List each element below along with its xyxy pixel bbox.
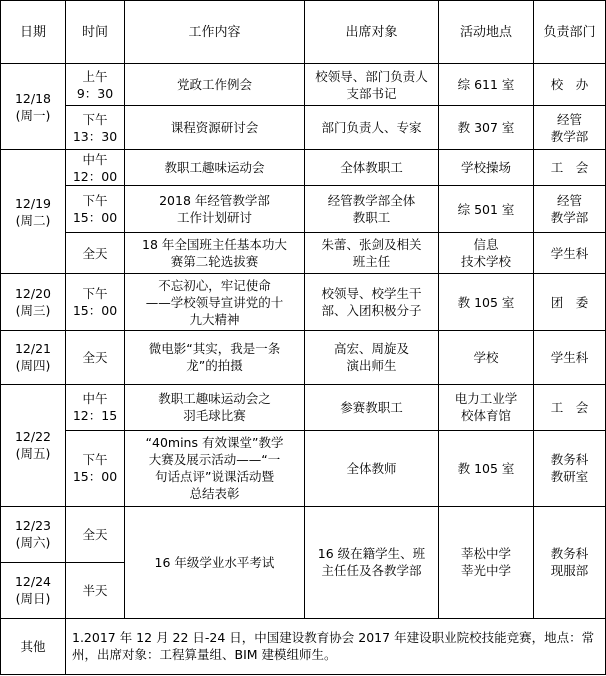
content-line: 2018 年经管教学部 xyxy=(159,193,270,209)
time-period: 上午 xyxy=(82,68,108,84)
content-cell xyxy=(125,506,305,618)
content-line: 18 年全国班主任基本功大 xyxy=(142,237,287,253)
date-cell xyxy=(1,506,66,562)
content-line: 课程资源研讨会 xyxy=(170,120,259,136)
time-period: 下午 xyxy=(82,286,108,302)
content-cell xyxy=(125,64,305,106)
content-cell xyxy=(125,384,305,430)
table-row xyxy=(1,150,606,186)
location-cell xyxy=(439,106,534,150)
date-text: 12/24 xyxy=(14,574,52,590)
time-period: 全天 xyxy=(82,349,108,365)
time-period: 下午 xyxy=(82,193,108,209)
content-line: ——学校领导宣讲党的十 xyxy=(145,294,284,310)
time-period: 半天 xyxy=(82,582,108,598)
table-row xyxy=(1,274,606,331)
attendees-line: 全体教职工 xyxy=(340,160,403,176)
location-cell xyxy=(439,384,534,430)
location-cell xyxy=(439,150,534,186)
table-row xyxy=(1,106,606,150)
date-text: 12/21 xyxy=(14,341,52,357)
attendees-line: 部、入团积极分子 xyxy=(321,303,422,319)
header-content: 工作内容 xyxy=(125,1,305,64)
content-line: 16 年级学业水平考试 xyxy=(154,554,275,570)
table-row xyxy=(1,233,606,274)
attendees-cell xyxy=(305,274,439,331)
time-period: 下午 xyxy=(82,452,108,468)
date-text: 12/20 xyxy=(14,286,52,302)
time-cell xyxy=(66,384,125,430)
location-cell xyxy=(439,430,534,506)
time-clock: 15：00 xyxy=(72,469,118,485)
content-line: “40mins 有效课堂”教学 xyxy=(145,435,284,451)
attendees-line: 校领导、校学生干 xyxy=(321,286,422,302)
dept-line: 学生科 xyxy=(550,245,589,261)
content-cell xyxy=(125,186,305,233)
header-row xyxy=(1,1,606,64)
attendees-cell xyxy=(305,150,439,186)
time-period: 全天 xyxy=(82,526,108,542)
dept-cell xyxy=(534,186,606,233)
attendees-cell xyxy=(305,64,439,106)
date-cell xyxy=(1,384,66,506)
dept-cell xyxy=(534,331,606,384)
time-cell xyxy=(66,150,125,186)
location-line: 莘光中学 xyxy=(460,563,511,579)
dept-line: 教学部 xyxy=(550,210,589,226)
other-row xyxy=(1,618,606,674)
dept-cell xyxy=(534,150,606,186)
header-date: 日期 xyxy=(1,1,66,64)
dept-line: 教务科 xyxy=(550,452,589,468)
table-row xyxy=(1,384,606,430)
dept-line: 教研室 xyxy=(550,469,589,485)
weekday-text: (周一) xyxy=(15,107,51,123)
content-cell xyxy=(125,331,305,384)
time-clock: 12：15 xyxy=(72,408,118,424)
attendees-cell xyxy=(305,331,439,384)
content-line: 九大精神 xyxy=(189,311,240,327)
date-cell xyxy=(1,562,66,618)
time-clock: 12：00 xyxy=(72,168,118,184)
date-cell xyxy=(1,150,66,274)
attendees-cell xyxy=(305,233,439,274)
attendees-line: 支部书记 xyxy=(346,85,397,101)
content-line: 不忘初心，牢记使命 xyxy=(158,277,271,293)
attendees-line: 演出师生 xyxy=(346,358,397,374)
time-period: 中午 xyxy=(82,151,108,167)
weekday-text: (周五) xyxy=(15,446,51,462)
attendees-cell xyxy=(305,430,439,506)
attendees-line: 主任任及各教学部 xyxy=(321,563,422,579)
location-line: 学校 xyxy=(473,349,499,365)
content-line: 句话点评”说课活动暨 xyxy=(155,469,274,485)
content-line: 总结表彰 xyxy=(189,486,240,502)
time-clock: 15：00 xyxy=(72,303,118,319)
content-cell xyxy=(125,150,305,186)
header-location: 活动地点 xyxy=(439,1,534,64)
dept-line: 校 办 xyxy=(550,77,589,93)
dept-line: 经管 xyxy=(556,193,582,209)
date-text: 12/22 xyxy=(14,429,52,445)
attendees-line: 高宏、周旋及 xyxy=(333,341,409,357)
dept-line: 经管 xyxy=(556,111,582,127)
location-line: 综 611 室 xyxy=(457,77,515,93)
time-period: 全天 xyxy=(82,245,108,261)
attendees-line: 朱蕾、张剑及相关 xyxy=(321,237,422,253)
table-row xyxy=(1,186,606,233)
weekday-text: (周日) xyxy=(15,591,51,607)
header-time: 时间 xyxy=(66,1,125,64)
time-clock: 9：30 xyxy=(76,85,114,101)
attendees-cell xyxy=(305,384,439,430)
weekday-text: (周四) xyxy=(15,358,51,374)
attendees-line: 班主任 xyxy=(352,254,391,270)
dept-line: 现服部 xyxy=(550,563,589,579)
location-cell xyxy=(439,274,534,331)
weekday-text: (周三) xyxy=(15,303,51,319)
location-line: 综 501 室 xyxy=(457,201,515,217)
attendees-cell xyxy=(305,186,439,233)
time-cell xyxy=(66,506,125,562)
date-text: 12/18 xyxy=(14,90,52,106)
location-cell xyxy=(439,331,534,384)
attendees-line: 经管教学部全体 xyxy=(327,193,416,209)
time-cell xyxy=(66,331,125,384)
location-line: 学校操场 xyxy=(460,160,511,176)
location-line: 校体育馆 xyxy=(460,408,511,424)
time-cell xyxy=(66,562,125,618)
dept-cell xyxy=(534,233,606,274)
table-row xyxy=(1,506,606,562)
time-cell xyxy=(66,186,125,233)
table-row xyxy=(1,64,606,106)
date-cell xyxy=(1,331,66,384)
attendees-cell xyxy=(305,506,439,618)
dept-line: 学生科 xyxy=(550,349,589,365)
location-line: 莘松中学 xyxy=(460,546,511,562)
dept-line: 教学部 xyxy=(550,128,589,144)
location-cell xyxy=(439,186,534,233)
content-cell xyxy=(125,430,305,506)
dept-line: 团 委 xyxy=(550,294,589,310)
content-line: 工作计划研讨 xyxy=(176,210,252,226)
content-cell xyxy=(125,274,305,331)
location-line: 教 105 室 xyxy=(457,294,515,310)
date-cell xyxy=(1,274,66,331)
dept-cell xyxy=(534,430,606,506)
content-line: 羽毛球比赛 xyxy=(183,408,246,424)
location-line: 教 105 室 xyxy=(457,460,515,476)
other-label: 其他 xyxy=(1,618,66,674)
content-line: 党政工作例会 xyxy=(176,77,252,93)
time-period: 中午 xyxy=(82,391,108,407)
dept-line: 教务科 xyxy=(550,546,589,562)
attendees-line: 教职工 xyxy=(352,210,391,226)
header-dept: 负责部门 xyxy=(534,1,606,64)
table-row xyxy=(1,331,606,384)
content-line: 龙”的拍摄 xyxy=(186,358,243,374)
weekday-text: (周二) xyxy=(15,212,51,228)
location-cell xyxy=(439,233,534,274)
time-cell xyxy=(66,106,125,150)
attendees-line: 部门负责人、专家 xyxy=(321,120,422,136)
attendees-line: 校领导、部门负责人 xyxy=(315,68,428,84)
content-line: 教职工趣味运动会之 xyxy=(158,391,271,407)
attendees-line: 参赛教职工 xyxy=(340,399,403,415)
time-clock: 15：00 xyxy=(72,210,118,226)
content-cell xyxy=(125,233,305,274)
content-line: 教职工趣味运动会 xyxy=(164,160,265,176)
time-cell xyxy=(66,64,125,106)
location-cell xyxy=(439,506,534,618)
dept-cell xyxy=(534,64,606,106)
date-text: 12/19 xyxy=(14,195,52,211)
location-line: 技术学校 xyxy=(460,254,511,270)
attendees-line: 16 级在籍学生、班 xyxy=(317,546,426,562)
time-cell xyxy=(66,430,125,506)
date-cell xyxy=(1,64,66,150)
content-cell xyxy=(125,106,305,150)
other-text: 1.2017 年 12 月 22 日-24 日，中国建设教育协会 2017 年建设职业院校技能竞赛，地点：常州，出席对象：工程算量组、BIM 建模组师生。 xyxy=(66,618,606,674)
dept-cell xyxy=(534,274,606,331)
location-line: 电力工业学 xyxy=(454,391,518,407)
table-row xyxy=(1,430,606,506)
location-line: 教 307 室 xyxy=(457,120,515,136)
attendees-line: 全体教师 xyxy=(346,460,397,476)
dept-line: 工 会 xyxy=(550,399,589,415)
attendees-cell xyxy=(305,106,439,150)
dept-cell xyxy=(534,506,606,618)
header-attendees: 出席对象 xyxy=(305,1,439,64)
time-period: 下午 xyxy=(82,111,108,127)
date-text: 12/23 xyxy=(14,518,52,534)
location-line: 信息 xyxy=(473,237,499,253)
content-line: 赛第二轮选拔赛 xyxy=(170,254,259,270)
time-cell xyxy=(66,233,125,274)
weekday-text: (周六) xyxy=(15,535,51,551)
content-line: 微电影“其实，我是一条 xyxy=(148,341,281,357)
dept-cell xyxy=(534,106,606,150)
content-line: 大赛及展示活动——“一 xyxy=(148,452,281,468)
time-clock: 13：30 xyxy=(72,128,118,144)
location-cell xyxy=(439,64,534,106)
dept-cell xyxy=(534,384,606,430)
dept-line: 工 会 xyxy=(550,160,589,176)
time-cell xyxy=(66,274,125,331)
